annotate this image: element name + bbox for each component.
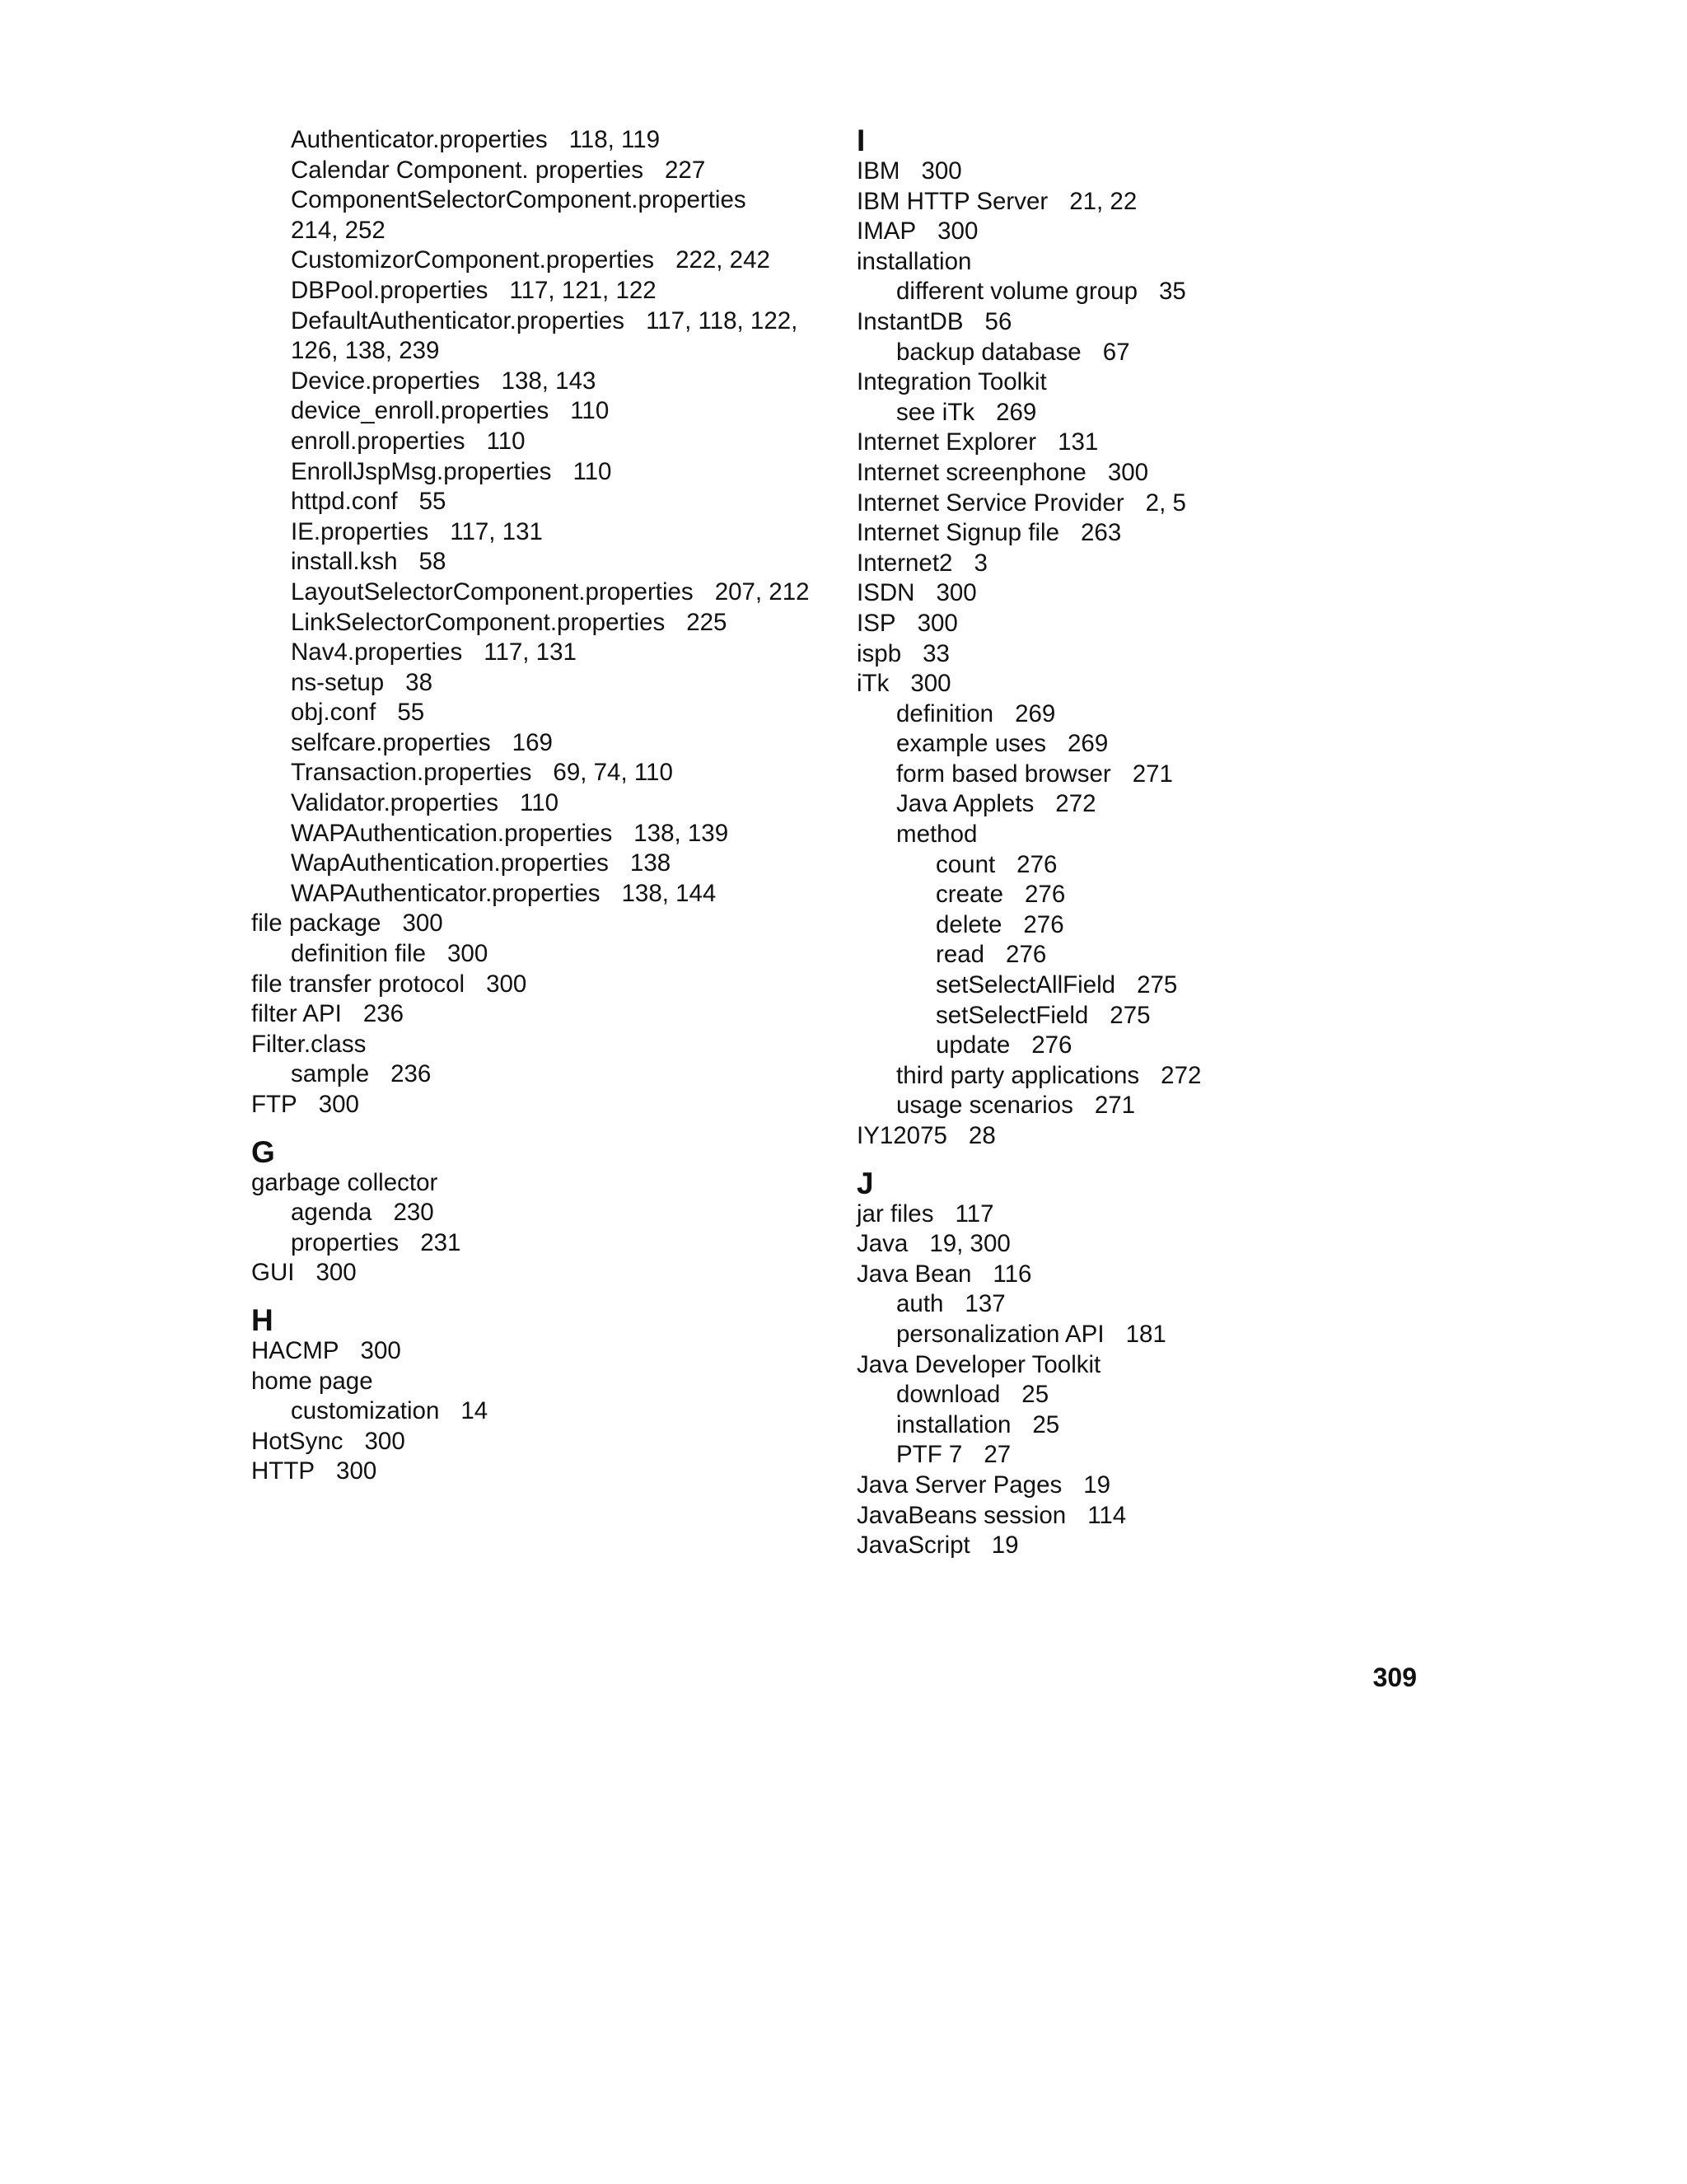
- index-entry: [251, 1168, 828, 1199]
- index-term: Internet Signup file: [857, 519, 1059, 547]
- index-page-refs: 28: [968, 1122, 996, 1149]
- index-entry: [251, 1030, 828, 1060]
- index-entry: [251, 367, 828, 397]
- index-entry: [857, 1121, 1433, 1152]
- index-entry: [857, 518, 1433, 549]
- index-term: Transaction.properties: [291, 759, 532, 787]
- index-term: Validator.properties: [291, 789, 498, 817]
- index-entry: [857, 1320, 1433, 1350]
- index-entry: [251, 879, 828, 910]
- index-entry: [857, 1260, 1433, 1290]
- index-entry: [857, 1001, 1433, 1031]
- index-entry: [857, 609, 1433, 639]
- index-term: setSelectField: [936, 1001, 1089, 1029]
- index-entry: [251, 185, 828, 216]
- index-entry: [251, 728, 828, 759]
- index-term: WapAuthentication.properties: [291, 849, 609, 877]
- index-column-right: [857, 125, 1433, 1561]
- index-term: personalization API: [896, 1320, 1105, 1348]
- index-page-refs: 116: [993, 1260, 1032, 1288]
- index-term: definition file: [291, 940, 426, 968]
- index-entry: [251, 427, 828, 457]
- index-page-refs: 110: [520, 789, 559, 817]
- index-term: PTF 7: [896, 1441, 963, 1469]
- index-term: agenda: [291, 1199, 372, 1227]
- index-page-refs: 169: [512, 728, 553, 756]
- index-entry: [251, 125, 828, 156]
- index-entry: [251, 1090, 828, 1120]
- index-term: JavaBeans session: [857, 1501, 1067, 1529]
- index-entry: [857, 639, 1433, 670]
- index-entry: [857, 1229, 1433, 1260]
- index-entry: [857, 729, 1433, 760]
- index-page-refs: 117: [955, 1200, 994, 1228]
- index-entry: [251, 396, 828, 427]
- index-page-refs: 69, 74, 110: [553, 759, 673, 787]
- index-page-refs: 300: [360, 1336, 401, 1364]
- index-page-refs: 110: [570, 397, 610, 425]
- index-entry: [857, 1091, 1433, 1121]
- index-page-refs: 300: [486, 970, 527, 998]
- index-page-refs: 271: [1132, 760, 1173, 788]
- index-term: filter API: [251, 1000, 342, 1028]
- index-page-refs: 300: [917, 609, 958, 637]
- index-term: ISP: [857, 609, 896, 637]
- index-term: definition: [896, 699, 994, 727]
- index-term: DBPool.properties: [291, 276, 488, 304]
- index-page-refs: 131: [1058, 428, 1099, 456]
- index-term: Calendar Component. properties: [291, 156, 643, 184]
- index-term: garbage collector: [251, 1168, 438, 1196]
- index-entry: [857, 850, 1433, 881]
- index-page-refs: 117, 131: [450, 517, 543, 545]
- index-term: form based browser: [896, 760, 1111, 788]
- index-term: HotSync: [251, 1427, 343, 1455]
- index-term: installation: [896, 1410, 1012, 1438]
- index-entry: [857, 458, 1433, 489]
- index-page-refs: 55: [418, 488, 446, 516]
- index-page-refs: 236: [362, 1000, 404, 1028]
- index-term: EnrollJspMsg.properties: [291, 457, 552, 485]
- index-entry: [857, 1061, 1433, 1092]
- index-term: ns-setup: [291, 668, 385, 696]
- index-page-refs: 19: [1083, 1471, 1111, 1499]
- index-entry: [251, 1198, 828, 1228]
- index-page-refs: 269: [1015, 699, 1056, 727]
- index-page-refs: 56: [984, 307, 1012, 335]
- index-entry: [251, 608, 828, 638]
- index-term: HTTP: [251, 1457, 315, 1485]
- index-term: FTP: [251, 1091, 297, 1118]
- index-page-refs: 207, 212: [714, 578, 810, 606]
- index-page-refs: 271: [1094, 1092, 1136, 1120]
- index-page-refs: 276: [1016, 850, 1058, 878]
- index-page-refs: 300: [318, 1091, 359, 1118]
- index-term: setSelectAllField: [936, 971, 1116, 999]
- index-entry: [857, 187, 1433, 217]
- index-page-refs: 269: [996, 398, 1037, 426]
- index-page-refs: 14: [460, 1397, 488, 1425]
- index-term: Java Applets: [896, 790, 1035, 818]
- index-page-refs: 118, 119: [568, 126, 661, 153]
- index-page-refs: 236: [390, 1060, 432, 1088]
- index-term: ISDN: [857, 579, 915, 607]
- index-page-refs: 300: [921, 157, 962, 185]
- index-term: Nav4.properties: [291, 638, 463, 666]
- index-term: iTk: [857, 670, 890, 698]
- index-term: backup database: [896, 338, 1082, 366]
- index-entry: [857, 1471, 1433, 1501]
- index-term: properties: [291, 1228, 400, 1256]
- index-term: Java Server Pages: [857, 1471, 1063, 1499]
- index-entry: [251, 1457, 828, 1487]
- index-term: create: [936, 881, 1003, 909]
- index-term: IMAP: [857, 217, 917, 246]
- index-entry: [857, 367, 1433, 398]
- index-entry: [857, 669, 1433, 699]
- index-entry: [251, 999, 828, 1030]
- index-term: Java Bean: [857, 1260, 972, 1288]
- index-term: home page: [251, 1367, 373, 1395]
- index-page-refs: 19: [991, 1532, 1019, 1560]
- index-term: 126, 138, 239: [291, 337, 440, 365]
- index-entry: [251, 939, 828, 970]
- section-letter: J: [857, 1166, 874, 1200]
- index-page-refs: 272: [1055, 790, 1096, 818]
- index-entry: [251, 517, 828, 548]
- index-term: JavaScript: [857, 1532, 970, 1560]
- index-entry: [251, 306, 828, 337]
- index-term: IY12075: [857, 1122, 947, 1149]
- index-entry: [857, 1380, 1433, 1410]
- index-entry: [857, 1200, 1433, 1230]
- index-entry: [251, 547, 828, 578]
- index-entry: [251, 849, 828, 879]
- index-entry: [857, 217, 1433, 247]
- index-term: count: [936, 850, 996, 878]
- index-term: Device.properties: [291, 367, 480, 395]
- index-term: Internet Service Provider: [857, 489, 1124, 517]
- index-page-refs: 55: [397, 699, 425, 727]
- index-term: DefaultAuthenticator.properties: [291, 306, 625, 334]
- index-page-refs: 138, 139: [633, 819, 729, 847]
- index-page-refs: 137: [965, 1290, 1006, 1318]
- index-term: enroll.properties: [291, 427, 465, 455]
- index-term: device_enroll.properties: [291, 397, 549, 425]
- index-page-refs: 300: [402, 910, 443, 938]
- index-term: WAPAuthenticator.properties: [291, 879, 600, 907]
- index-term: download: [896, 1381, 1001, 1409]
- index-term: httpd.conf: [291, 488, 398, 516]
- index-entry: [857, 1031, 1433, 1061]
- index-page-refs: 117, 131: [484, 638, 577, 666]
- index-page-refs: 67: [1102, 338, 1130, 366]
- index-page-refs: 110: [486, 427, 526, 455]
- index-entry: [251, 156, 828, 186]
- index-term: 214, 252: [291, 216, 386, 244]
- index-entry: [857, 880, 1433, 910]
- index-page-refs: 38: [405, 668, 432, 696]
- index-page-refs: 181: [1125, 1320, 1166, 1348]
- index-term: IBM HTTP Server: [857, 187, 1049, 215]
- index-entry: [857, 157, 1433, 187]
- index-entry: [251, 1367, 828, 1397]
- index-entry: [251, 909, 828, 939]
- index-term: LinkSelectorComponent.properties: [291, 608, 666, 636]
- index-page-refs: 222, 242: [675, 246, 770, 274]
- index-term: customization: [291, 1397, 440, 1425]
- index-page-refs: 27: [984, 1441, 1012, 1469]
- index-page-refs: 300: [1107, 458, 1149, 486]
- index-page-refs: 276: [1023, 910, 1064, 938]
- index-entry: [251, 788, 828, 819]
- index-term: file transfer protocol: [251, 970, 465, 998]
- index-page-refs: 25: [1021, 1381, 1049, 1409]
- index-page-refs: 300: [936, 579, 977, 607]
- index-page-refs: 300: [364, 1427, 405, 1455]
- index-term: different volume group: [896, 278, 1138, 306]
- index-entry: [857, 940, 1433, 970]
- index-term: auth: [896, 1290, 944, 1318]
- index-term: InstantDB: [857, 307, 964, 335]
- index-term: Internet screenphone: [857, 458, 1087, 486]
- index-entry: [251, 578, 828, 608]
- index-term: third party applications: [896, 1061, 1140, 1089]
- index-entry: [251, 336, 828, 367]
- index-entry: [857, 277, 1433, 307]
- index-page-refs: 225: [686, 608, 727, 636]
- index-term: install.ksh: [291, 548, 398, 576]
- index-term: Java Developer Toolkit: [857, 1350, 1101, 1378]
- index-entry: [251, 246, 828, 276]
- section-letter: I: [857, 124, 866, 157]
- index-page-refs: 300: [937, 217, 979, 246]
- index-page-refs: 275: [1110, 1001, 1151, 1029]
- index-term: ComponentSelectorComponent.properties: [291, 186, 746, 214]
- index-term: usage scenarios: [896, 1092, 1073, 1120]
- index-page-refs: 276: [1025, 881, 1066, 909]
- index-term: jar files: [857, 1200, 934, 1228]
- index-page-refs: 263: [1081, 519, 1122, 547]
- index-entry: [857, 1531, 1433, 1561]
- index-page-refs: 300: [447, 940, 488, 968]
- index-entry: [251, 276, 828, 306]
- index-term: Internet2: [857, 549, 953, 577]
- index-term: Internet Explorer: [857, 428, 1037, 456]
- index-term: ispb: [857, 639, 902, 667]
- index-page-refs: 276: [1031, 1031, 1072, 1059]
- index-entry: [251, 668, 828, 699]
- index-page-refs: 300: [315, 1259, 357, 1287]
- index-page-refs: 138, 143: [501, 367, 596, 395]
- index-entry: [251, 1059, 828, 1090]
- index-page-refs: 35: [1159, 278, 1186, 306]
- index-entry: [251, 216, 828, 246]
- index-page-refs: 138, 144: [621, 879, 717, 907]
- index-term: LayoutSelectorComponent.properties: [291, 578, 694, 606]
- index-page-refs: 2, 5: [1145, 489, 1186, 517]
- index-entry: [251, 970, 828, 1000]
- index-entry: [857, 789, 1433, 820]
- index-entry: [857, 1350, 1433, 1381]
- index-entry: [251, 457, 828, 488]
- index-entry: [857, 247, 1433, 278]
- index-term: delete: [936, 910, 1002, 938]
- index-entry: [251, 487, 828, 517]
- index-page-refs: 21, 22: [1069, 187, 1138, 215]
- index-term: Integration Toolkit: [857, 368, 1047, 396]
- index-entry: [857, 338, 1433, 368]
- index-entry: [857, 428, 1433, 458]
- index-page-refs: 33: [923, 639, 950, 667]
- index-page-refs: 300: [336, 1457, 377, 1485]
- index-entry: [857, 1289, 1433, 1320]
- index-page-refs: 275: [1137, 971, 1178, 999]
- index-page-refs: 110: [572, 457, 612, 485]
- index-term: Authenticator.properties: [291, 126, 548, 153]
- index-term: GUI: [251, 1259, 295, 1287]
- index-term: example uses: [896, 730, 1047, 758]
- index-column-left: [251, 125, 828, 1487]
- index-page-refs: 19, 300: [929, 1230, 1011, 1258]
- index-entry: [251, 1396, 828, 1427]
- index-entry: [251, 1258, 828, 1288]
- index-page-refs: 269: [1068, 730, 1109, 758]
- index-term: IE.properties: [291, 517, 429, 545]
- index-entry: [857, 398, 1433, 428]
- index-entry: [251, 1336, 828, 1367]
- index-entry: [251, 758, 828, 788]
- index-page-refs: 272: [1161, 1061, 1202, 1089]
- page-number: 309: [1372, 1663, 1417, 1692]
- index-entry: [251, 698, 828, 728]
- index-term: read: [936, 941, 985, 969]
- index-term: see iTk: [896, 398, 975, 426]
- index-entry: [857, 820, 1433, 850]
- index-entry: [857, 307, 1433, 338]
- index-term: Filter.class: [251, 1030, 367, 1058]
- index-page-refs: 138: [629, 849, 671, 877]
- index-entry: [857, 910, 1433, 941]
- index-entry: [857, 1440, 1433, 1471]
- index-page-refs: 3: [974, 549, 988, 577]
- index-term: IBM: [857, 157, 900, 185]
- index-page-refs: 25: [1032, 1410, 1060, 1438]
- index-page-refs: 58: [418, 548, 446, 576]
- index-term: sample: [291, 1060, 370, 1088]
- index-term: update: [936, 1031, 1011, 1059]
- index-entry: [857, 489, 1433, 519]
- index-entry: [857, 1501, 1433, 1532]
- index-entry: [857, 970, 1433, 1001]
- index-entry: [251, 1228, 828, 1259]
- index-entry: [857, 549, 1433, 579]
- index-term: obj.conf: [291, 699, 376, 727]
- section-letter: G: [251, 1134, 275, 1169]
- index-entry: [251, 1427, 828, 1457]
- index-entry: [857, 1410, 1433, 1441]
- index-entry: [251, 638, 828, 668]
- section-letter: H: [251, 1302, 273, 1337]
- index-page-refs: 276: [1006, 941, 1047, 969]
- index-page-refs: 230: [393, 1199, 434, 1227]
- index-term: method: [896, 821, 978, 849]
- index-term: HACMP: [251, 1336, 339, 1364]
- index-page-refs: 117, 118, 122,: [646, 306, 798, 334]
- index-page-refs: 227: [665, 156, 706, 184]
- index-entry: [857, 699, 1433, 730]
- index-term: file package: [251, 910, 381, 938]
- index-term: CustomizorComponent.properties: [291, 246, 655, 274]
- index-entry: [857, 760, 1433, 790]
- index-entry: [857, 578, 1433, 609]
- index-page-refs: 300: [910, 670, 951, 698]
- index-page-refs: 117, 121, 122: [509, 276, 657, 304]
- index-term: selfcare.properties: [291, 728, 491, 756]
- index-term: Java: [857, 1230, 909, 1258]
- index-term: WAPAuthentication.properties: [291, 819, 613, 847]
- index-term: installation: [857, 247, 972, 275]
- index-page-refs: 114: [1087, 1501, 1127, 1529]
- index-page-refs: 231: [420, 1228, 461, 1256]
- index-entry: [251, 819, 828, 849]
